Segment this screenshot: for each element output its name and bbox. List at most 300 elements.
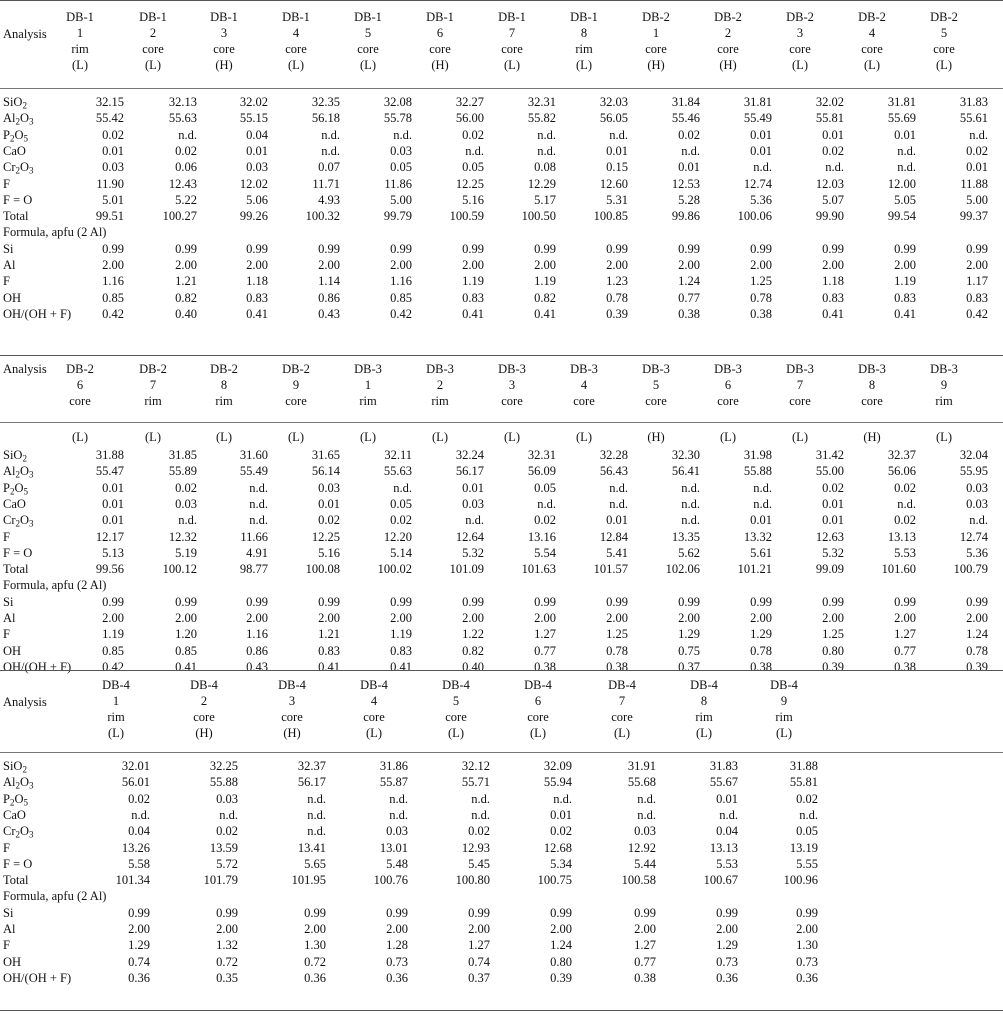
data-cell: 101.21: [737, 562, 772, 577]
data-cell: n.d.: [637, 791, 656, 806]
data-cell: 31.83: [959, 95, 988, 109]
data-cell: 0.03: [175, 496, 197, 511]
data-cell: 56.17: [455, 464, 484, 479]
data-cell: 0.85: [102, 643, 124, 658]
column-sample: DB-2: [282, 362, 310, 376]
data-cell: 0.08: [534, 160, 556, 175]
column-pos: rim: [359, 394, 377, 408]
data-cell: 0.38: [894, 659, 916, 674]
data-cell: 100.80: [455, 873, 490, 888]
data-cell: 0.40: [462, 659, 484, 674]
data-cell: 2.00: [796, 922, 818, 936]
column-sample: DB-2: [714, 10, 742, 24]
data-cell: n.d.: [969, 127, 988, 142]
data-cell: 0.01: [606, 143, 628, 158]
column-no: 4: [580, 378, 588, 392]
data-cell: 12.20: [383, 529, 412, 544]
data-cell: 1.17: [966, 274, 988, 289]
column-type: (L): [360, 58, 376, 72]
data-cell: 4.93: [318, 192, 340, 207]
data-cell: 0.36: [386, 970, 408, 985]
oxide-row-label: F = O: [3, 856, 33, 871]
data-cell: 101.60: [881, 562, 916, 577]
oxide-row-label: $Al_2O_3$: [3, 464, 34, 480]
data-cell: 0.99: [716, 905, 738, 920]
data-cell: 0.78: [606, 643, 628, 658]
data-cell: 1.14: [318, 274, 340, 289]
data-cell: 0.99: [128, 905, 150, 920]
column-pos: core: [69, 394, 91, 408]
data-cell: 56.17: [297, 775, 326, 790]
data-cell: 100.08: [305, 562, 340, 577]
data-cell: 55.81: [789, 775, 818, 790]
data-cell: 2.00: [318, 611, 340, 625]
data-cell: 100.75: [537, 873, 572, 888]
data-cell: 2.00: [750, 258, 772, 272]
data-cell: 0.78: [750, 290, 772, 305]
data-cell: 0.01: [822, 496, 844, 511]
formula-row-label: F: [3, 274, 10, 289]
data-cell: 55.42: [95, 111, 124, 126]
data-cell: 0.99: [246, 241, 268, 256]
data-cell: 12.29: [527, 176, 556, 191]
data-cell: 2.00: [966, 611, 988, 625]
formula-row-label: OH/(OH + F): [3, 659, 72, 674]
data-cell: 100.02: [377, 562, 412, 577]
oxide-row-label: Total: [3, 209, 29, 224]
data-cell: 5.41: [606, 545, 628, 560]
analysis-header-label: Analysis: [3, 27, 47, 41]
data-cell: 2.00: [678, 258, 700, 272]
column-type: (H): [719, 58, 737, 72]
data-cell: 5.36: [966, 545, 988, 560]
data-cell: n.d.: [471, 791, 490, 806]
oxide-row-label: $P_2O_5$: [3, 127, 28, 144]
data-cell: 1.22: [462, 627, 484, 642]
data-cell: 1.28: [386, 938, 408, 953]
data-cell: 0.83: [246, 290, 268, 305]
data-cell: 0.39: [550, 970, 572, 985]
data-cell: 0.99: [550, 905, 572, 920]
column-sample: DB-4: [608, 678, 636, 692]
data-cell: 5.01: [102, 192, 124, 207]
data-cell: 1.19: [462, 274, 484, 289]
column-type: (L): [108, 726, 124, 740]
oxide-row-label: SiO$_2$: [3, 448, 27, 464]
data-cell: 1.21: [175, 274, 197, 289]
data-cell: 0.99: [678, 594, 700, 609]
data-cell: 0.99: [462, 594, 484, 609]
data-cell: 31.81: [743, 95, 772, 109]
column-pos: rim: [107, 710, 125, 724]
data-cell: 2.00: [894, 611, 916, 625]
data-cell: 2.00: [468, 922, 490, 936]
data-cell: 0.01: [550, 807, 572, 822]
column-no: 8: [220, 378, 228, 392]
data-cell: 1.30: [304, 938, 326, 953]
data-cell: 0.02: [966, 143, 988, 158]
data-cell: 0.01: [750, 513, 772, 528]
data-cell: 0.82: [175, 290, 197, 305]
data-cell: 0.02: [822, 143, 844, 158]
column-sample: DB-1: [282, 10, 310, 24]
data-cell: n.d.: [897, 143, 916, 158]
column-type: (L): [432, 430, 448, 444]
formula-row-label: Si: [3, 241, 14, 256]
data-cell: 55.63: [383, 464, 412, 479]
data-cell: 1.21: [318, 627, 340, 642]
column-no: 5: [652, 378, 660, 392]
column-no: 4: [292, 26, 300, 40]
column-sample: DB-2: [66, 362, 94, 376]
column-sample: DB-4: [770, 678, 798, 692]
data-cell: 12.63: [815, 529, 844, 544]
data-cell: 31.83: [709, 759, 738, 773]
data-cell: 32.37: [297, 759, 326, 773]
data-cell: 11.66: [240, 529, 268, 544]
data-cell: 31.88: [789, 759, 818, 773]
column-type: (H): [431, 58, 449, 72]
data-cell: 0.39: [966, 659, 988, 674]
data-cell: n.d.: [465, 143, 484, 158]
data-cell: n.d.: [681, 513, 700, 528]
data-cell: n.d.: [465, 513, 484, 528]
data-cell: 0.05: [390, 160, 412, 175]
data-cell: 56.43: [599, 464, 628, 479]
data-cell: 1.32: [216, 938, 238, 953]
column-pos: core: [501, 42, 523, 56]
data-cell: 0.42: [102, 659, 124, 674]
data-cell: 12.43: [168, 176, 197, 191]
column-sample: DB-3: [786, 362, 814, 376]
column-no: 6: [76, 378, 84, 392]
data-cell: 5.36: [750, 192, 772, 207]
data-cell: n.d.: [537, 127, 556, 142]
data-cell: n.d.: [799, 807, 818, 822]
data-cell: 0.01: [246, 143, 268, 158]
column-pos: core: [285, 394, 307, 408]
column-sample: DB-2: [930, 10, 958, 24]
data-cell: 0.01: [822, 127, 844, 142]
data-cell: 0.01: [462, 480, 484, 495]
column-pos: core: [285, 42, 307, 56]
data-cell: 5.54: [534, 545, 556, 560]
data-cell: 55.49: [743, 111, 772, 126]
column-type: (L): [288, 58, 304, 72]
oxide-row-label: CaO: [3, 143, 26, 158]
data-cell: 0.38: [534, 659, 556, 674]
data-cell: 0.02: [102, 127, 124, 142]
oxide-row-label: $P_2O_5$: [3, 791, 28, 808]
data-cell: 56.05: [599, 111, 628, 126]
column-sample: DB-3: [714, 362, 742, 376]
data-cell: 32.35: [311, 95, 340, 109]
data-cell: 0.03: [102, 160, 124, 175]
formula-row-label: OH: [3, 643, 22, 658]
data-cell: n.d.: [537, 496, 556, 511]
data-cell: 0.99: [216, 905, 238, 920]
data-cell: 5.44: [634, 856, 656, 871]
data-cell: n.d.: [753, 496, 772, 511]
data-cell: 1.19: [894, 274, 916, 289]
data-cell: 55.63: [168, 111, 197, 126]
column-type: (L): [366, 726, 382, 740]
column-type: (L): [576, 430, 592, 444]
data-cell: 102.06: [665, 562, 700, 577]
data-cell: 12.84: [599, 529, 628, 544]
oxide-row-label: CaO: [3, 807, 26, 822]
column-sample: DB-3: [570, 362, 598, 376]
data-cell: 100.06: [737, 209, 772, 224]
data-cell: 5.48: [386, 856, 408, 871]
column-type: (L): [576, 58, 592, 72]
column-pos: core: [357, 42, 379, 56]
column-pos: rim: [935, 394, 953, 408]
data-cell: 32.25: [209, 759, 238, 773]
data-cell: 0.99: [246, 594, 268, 609]
data-cell: 1.25: [606, 627, 628, 642]
column-sample: DB-4: [360, 678, 388, 692]
data-cell: 0.02: [175, 143, 197, 158]
column-sample: DB-1: [570, 10, 598, 24]
data-cell: 0.99: [102, 594, 124, 609]
oxide-row-label: F = O: [3, 545, 33, 560]
data-cell: 0.99: [102, 241, 124, 256]
column-sample: DB-3: [426, 362, 454, 376]
data-cell: 32.08: [383, 95, 412, 109]
data-cell: 5.17: [534, 192, 556, 207]
data-cell: n.d.: [249, 513, 268, 528]
data-cell: 5.45: [468, 856, 490, 871]
column-sample: DB-3: [642, 362, 670, 376]
data-cell: n.d.: [219, 807, 238, 822]
data-cell: 100.85: [593, 209, 628, 224]
data-cell: n.d.: [393, 127, 412, 142]
data-cell: 0.38: [606, 659, 628, 674]
formula-row-label: Al: [3, 922, 16, 936]
data-cell: 101.09: [449, 562, 484, 577]
data-cell: 5.65: [304, 856, 326, 871]
data-cell: 1.25: [822, 627, 844, 642]
data-cell: 0.01: [822, 513, 844, 528]
data-cell: 0.99: [304, 905, 326, 920]
data-cell: 99.26: [239, 209, 268, 224]
data-cell: 5.22: [175, 192, 197, 207]
data-cell: 55.94: [543, 775, 572, 790]
data-cell: 32.12: [461, 759, 490, 773]
data-cell: 2.00: [634, 922, 656, 936]
column-sample: DB-4: [442, 678, 470, 692]
data-cell: 32.03: [599, 95, 628, 109]
data-cell: 2.00: [966, 258, 988, 272]
data-cell: 2.00: [246, 611, 268, 625]
data-cell: 5.06: [246, 192, 268, 207]
data-cell: 1.24: [678, 274, 700, 289]
column-sample: DB-4: [278, 678, 306, 692]
column-type: (L): [145, 58, 161, 72]
section-2-header-rule: [0, 422, 1003, 423]
data-cell: 100.67: [703, 873, 738, 888]
data-cell: 55.61: [959, 111, 988, 126]
data-cell: 12.25: [311, 529, 340, 544]
data-cell: 0.05: [796, 824, 818, 839]
data-cell: n.d.: [719, 807, 738, 822]
data-cell: 32.31: [527, 95, 556, 109]
column-pos: core: [933, 42, 955, 56]
data-cell: 1.19: [102, 627, 124, 642]
data-cell: n.d.: [249, 496, 268, 511]
column-no: 3: [220, 26, 228, 40]
data-cell: 100.32: [305, 209, 340, 224]
data-cell: 32.37: [887, 448, 916, 462]
data-cell: 55.88: [209, 775, 238, 790]
data-cell: 5.14: [390, 545, 412, 560]
data-cell: 0.03: [216, 791, 238, 806]
column-no: 9: [292, 378, 300, 392]
data-cell: 0.85: [175, 643, 197, 658]
column-no: 7: [618, 694, 626, 708]
column-pos: core: [429, 42, 451, 56]
data-cell: 0.01: [716, 791, 738, 806]
column-pos: core: [193, 710, 215, 724]
column-no: 4: [370, 694, 378, 708]
column-pos: core: [142, 42, 164, 56]
data-cell: 0.02: [550, 824, 572, 839]
data-cell: 0.02: [894, 513, 916, 528]
column-type: (L): [792, 58, 808, 72]
column-type: (L): [288, 430, 304, 444]
data-cell: 100.12: [162, 562, 197, 577]
column-type: (L): [936, 58, 952, 72]
data-cell: 0.41: [462, 306, 484, 321]
column-no: 2: [724, 26, 732, 40]
data-cell: 101.79: [203, 873, 238, 888]
formula-row-label: Al: [3, 611, 16, 625]
data-cell: 99.79: [383, 209, 412, 224]
column-type: (L): [936, 430, 952, 444]
data-cell: 99.56: [95, 562, 124, 577]
data-cell: 0.36: [796, 970, 818, 985]
data-cell: 0.02: [678, 127, 700, 142]
data-cell: 1.19: [534, 274, 556, 289]
data-cell: 0.83: [966, 290, 988, 305]
data-cell: n.d.: [897, 496, 916, 511]
data-cell: 1.16: [102, 274, 124, 289]
data-cell: 2.00: [462, 611, 484, 625]
column-no: 9: [780, 694, 788, 708]
column-no: 5: [364, 26, 372, 40]
data-cell: 32.09: [543, 759, 572, 773]
data-cell: 5.05: [894, 192, 916, 207]
data-cell: 13.13: [887, 529, 916, 544]
data-cell: 0.77: [678, 290, 700, 305]
data-cell: 0.77: [894, 643, 916, 658]
data-cell: 1.16: [390, 274, 412, 289]
data-cell: 2.00: [534, 258, 556, 272]
data-cell: 0.83: [462, 290, 484, 305]
column-sample: DB-2: [786, 10, 814, 24]
data-cell: 1.18: [246, 274, 268, 289]
data-cell: 55.69: [887, 111, 916, 126]
data-cell: 2.00: [822, 611, 844, 625]
column-no: 8: [700, 694, 708, 708]
formula-section-label: Formula, apfu (2 Al): [3, 889, 107, 904]
column-type: (L): [614, 726, 630, 740]
data-cell: 0.99: [678, 241, 700, 256]
data-cell: 32.04: [959, 448, 988, 462]
data-cell: 0.83: [318, 643, 340, 658]
data-cell: 0.01: [678, 160, 700, 175]
column-sample: DB-1: [426, 10, 454, 24]
column-sample: DB-1: [498, 10, 526, 24]
data-cell: n.d.: [389, 791, 408, 806]
data-cell: 0.41: [246, 306, 268, 321]
data-cell: 2.00: [550, 922, 572, 936]
data-cell: 1.19: [390, 627, 412, 642]
data-cell: 32.13: [168, 95, 197, 109]
data-cell: 1.29: [750, 627, 772, 642]
data-cell: 0.99: [462, 241, 484, 256]
data-cell: 0.99: [390, 241, 412, 256]
data-cell: 0.15: [606, 160, 628, 175]
column-pos: rim: [144, 394, 162, 408]
data-cell: 0.03: [246, 160, 268, 175]
data-cell: 0.80: [550, 954, 572, 969]
data-cell: 99.86: [671, 209, 700, 224]
data-cell: 99.90: [815, 209, 844, 224]
data-cell: 5.00: [390, 192, 412, 207]
data-cell: 11.86: [384, 176, 412, 191]
column-no: 7: [796, 378, 804, 392]
column-sample: DB-1: [139, 10, 167, 24]
analysis-header-label: Analysis: [3, 362, 47, 376]
data-cell: n.d.: [471, 807, 490, 822]
data-cell: 100.59: [449, 209, 484, 224]
column-pos: core: [501, 394, 523, 408]
column-type: (L): [696, 726, 712, 740]
oxide-row-label: Total: [3, 562, 29, 577]
data-cell: 2.00: [894, 258, 916, 272]
data-cell: 1.27: [894, 627, 916, 642]
data-cell: 0.99: [534, 594, 556, 609]
data-cell: 0.85: [390, 290, 412, 305]
data-cell: 0.01: [966, 160, 988, 175]
column-type: (H): [647, 58, 665, 72]
column-type: (L): [448, 726, 464, 740]
data-cell: 0.42: [102, 306, 124, 321]
data-cell: 55.49: [239, 464, 268, 479]
data-cell: 56.14: [311, 464, 340, 479]
data-cell: 32.24: [455, 448, 484, 462]
data-cell: 1.16: [246, 627, 268, 642]
data-cell: 13.35: [671, 529, 700, 544]
data-cell: 12.64: [455, 529, 484, 544]
data-cell: n.d.: [681, 496, 700, 511]
data-cell: 0.72: [216, 954, 238, 969]
data-cell: 0.99: [966, 241, 988, 256]
column-type: (L): [776, 726, 792, 740]
column-no: 2: [200, 694, 208, 708]
formula-row-label: F: [3, 627, 10, 642]
data-cell: n.d.: [637, 807, 656, 822]
data-cell: n.d.: [681, 480, 700, 495]
data-cell: 2.00: [318, 258, 340, 272]
column-no: 1: [112, 694, 120, 708]
column-sample: DB-2: [858, 10, 886, 24]
data-cell: 0.83: [894, 290, 916, 305]
data-cell: 55.71: [461, 775, 490, 790]
section-3-header-rule: [0, 752, 1003, 753]
